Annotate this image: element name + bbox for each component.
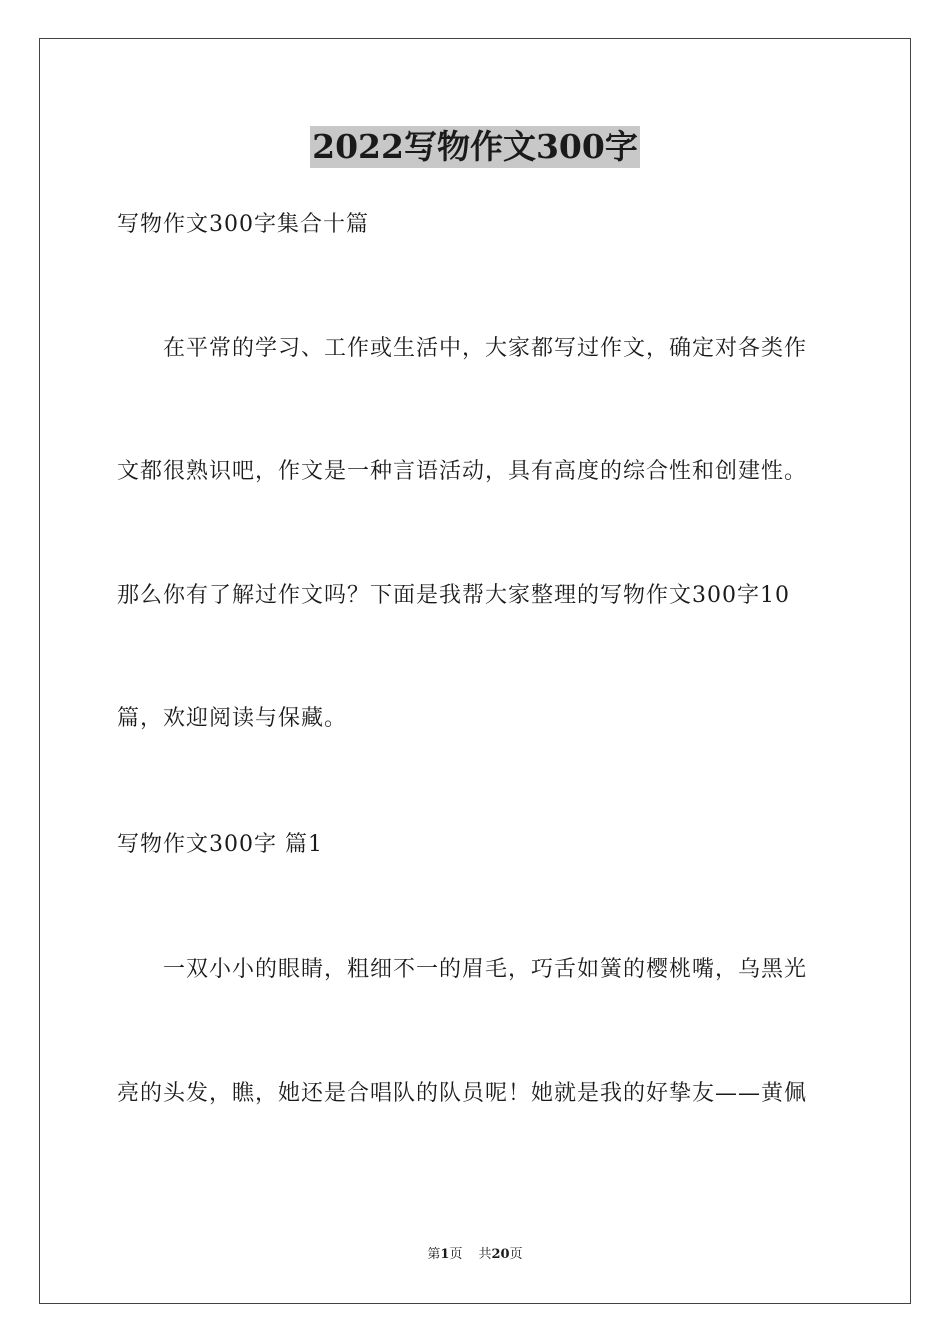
section-line-1: 一双小小的眼睛，粗细不一的眉毛，巧舌如簧的樱桃嘴，乌黑光 <box>163 957 808 982</box>
footer-total-pages: 20 <box>491 1247 510 1262</box>
page-footer <box>0 1246 950 1264</box>
footer-page-suffix: 页 <box>449 1247 463 1262</box>
footer-page-prefix: 第 <box>427 1247 441 1262</box>
title-container <box>0 126 950 168</box>
footer-total-prefix: 共 <box>478 1247 492 1262</box>
intro-line-2: 文都很熟识吧，作文是一种言语活动，具有高度的综合性和创建性。 <box>117 459 808 484</box>
intro-line-3: 那么你有了解过作文吗？下面是我帮大家整理的写物作文300字10 <box>117 583 790 608</box>
intro-line-1: 在平常的学习、工作或生活中，大家都写过作文，确定对各类作 <box>163 336 808 361</box>
intro-line-4: 篇，欢迎阅读与保藏。 <box>117 706 348 731</box>
document-subtitle: 写物作文300字集合十篇 <box>117 212 369 237</box>
section-line-2: 亮的头发，瞧，她还是合唱队的队员呢！她就是我的好挚友——黄佩 <box>117 1081 808 1106</box>
document-title: 2022写物作文300字 <box>312 127 638 166</box>
footer-page-number: 1 <box>440 1247 450 1262</box>
footer-total-suffix: 页 <box>509 1247 523 1262</box>
section-heading: 写物作文300字 篇1 <box>117 832 323 857</box>
